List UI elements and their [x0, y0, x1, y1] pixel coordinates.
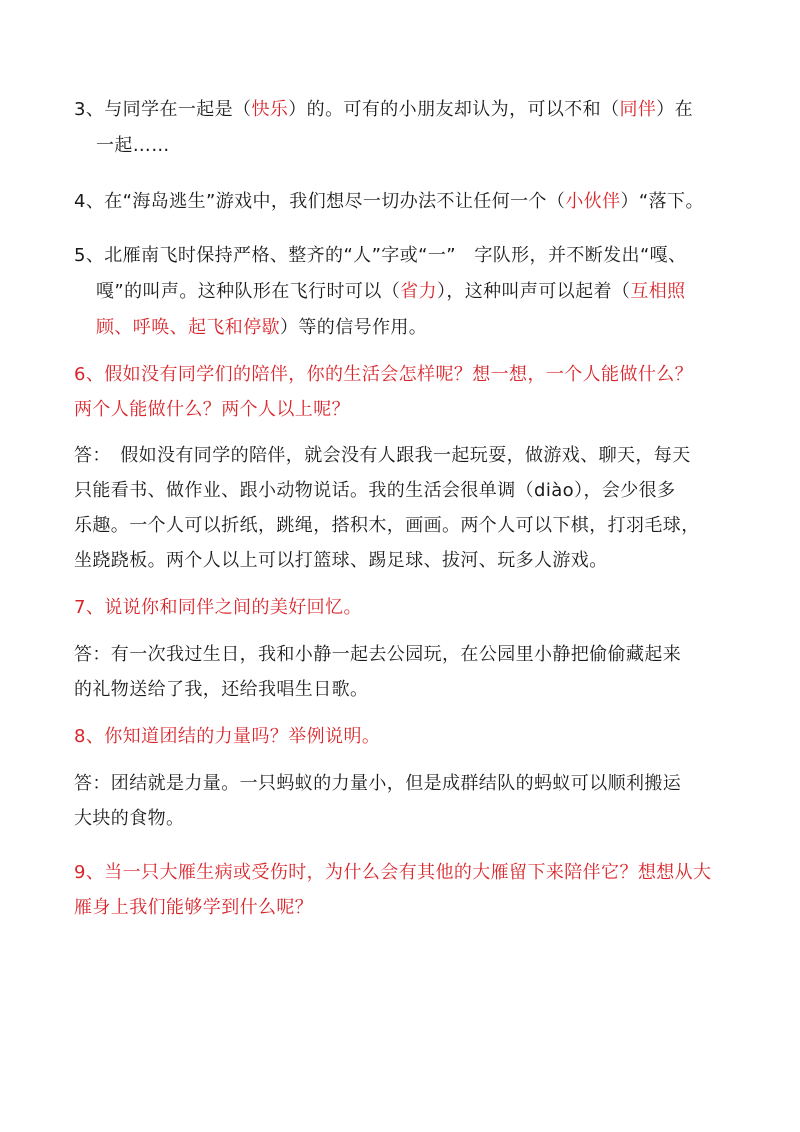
item-5-line-1: 5、北雁南飞时保持严格、整齐的“人”字或“一” 字队形，并不断发出“嘎、	[74, 245, 687, 266]
item-5-text-c: ）等的信号作用。	[280, 317, 428, 338]
item-3-answer-2: 同伴	[619, 99, 657, 120]
item-5-text-a: 嘎”的叫声。这种队形在飞行时可以（	[96, 281, 401, 302]
answer-7-line-2: 的礼物送给了我，还给我唱生日歌。	[74, 679, 369, 700]
question-9-line-1: 9、当一只大雁生病或受伤时，为什么会有其他的大雁留下来陪伴它？想想从大	[74, 862, 712, 883]
item-4-text-b: ）“落下。	[620, 191, 704, 212]
item-4-line-1	[74, 187, 704, 217]
item-5-text-b: ），这种叫声可以起着（	[436, 281, 631, 302]
item-4-text-a: 4、在“海岛逃生”游戏中，我们想尽一切办法不让任何一个（	[74, 191, 566, 212]
question-8-line-1: 8、你知道团结的力量吗？举例说明。	[74, 726, 381, 747]
answer-6-line-3: 乐趣。一个人可以折纸，跳绳，搭积木，画画。两个人可以下棋，打羽毛球，	[74, 515, 700, 536]
answer-6-line-1: 答： 假如没有同学的陪伴，就会没有人跟我一起玩耍，做游戏、聊天，每天	[74, 445, 691, 466]
item-5-line-3	[96, 313, 427, 343]
answer-8-line-2: 大块的食物。	[74, 808, 185, 829]
item-3-text-c: ）在	[656, 99, 694, 120]
item-5-answer-2a: 互相照	[630, 281, 686, 302]
item-3-text-a: 3、与同学在一起是（	[74, 99, 252, 120]
answer-7-line-1: 答：有一次我过生日，我和小静一起去公园玩，在公园里小静把偷偷藏起来	[74, 644, 682, 665]
item-3-line-2: 一起……	[96, 135, 170, 156]
item-3-line-1	[74, 95, 693, 125]
answer-6-line-2: 只能看书、做作业、跟小动物说话。我的生活会很单调（diào），会少很多	[74, 480, 676, 501]
question-7-line-1: 7、说说你和同伴之间的美好回忆。	[74, 597, 362, 618]
question-6-line-1: 6、假如没有同学们的陪伴，你的生活会怎样呢？想一想，一个人能做什么？	[74, 364, 694, 385]
question-6-line-2: 两个人能做什么？两个人以上呢？	[74, 399, 350, 420]
item-4-answer: 小伙伴	[565, 191, 621, 212]
answer-8-line-1: 答：团结就是力量。一只蚂蚁的力量小，但是成群结队的蚂蚁可以顺利搬运	[74, 773, 682, 794]
item-5-answer-2b: 顾、呼唤、起飞和停歇	[96, 317, 280, 338]
item-5-answer-1: 省力	[400, 281, 437, 302]
item-5-line-2	[96, 277, 686, 307]
item-3-text-b: ）的。可有的小朋友却认为，可以不和（	[288, 99, 620, 120]
question-9-line-2: 雁身上我们能够学到什么呢？	[74, 897, 314, 918]
item-3-answer-1: 快乐	[251, 99, 289, 120]
answer-6-line-4: 坐跷跷板。两个人以上可以打篮球、踢足球、拔河、玩多人游戏。	[74, 550, 608, 571]
